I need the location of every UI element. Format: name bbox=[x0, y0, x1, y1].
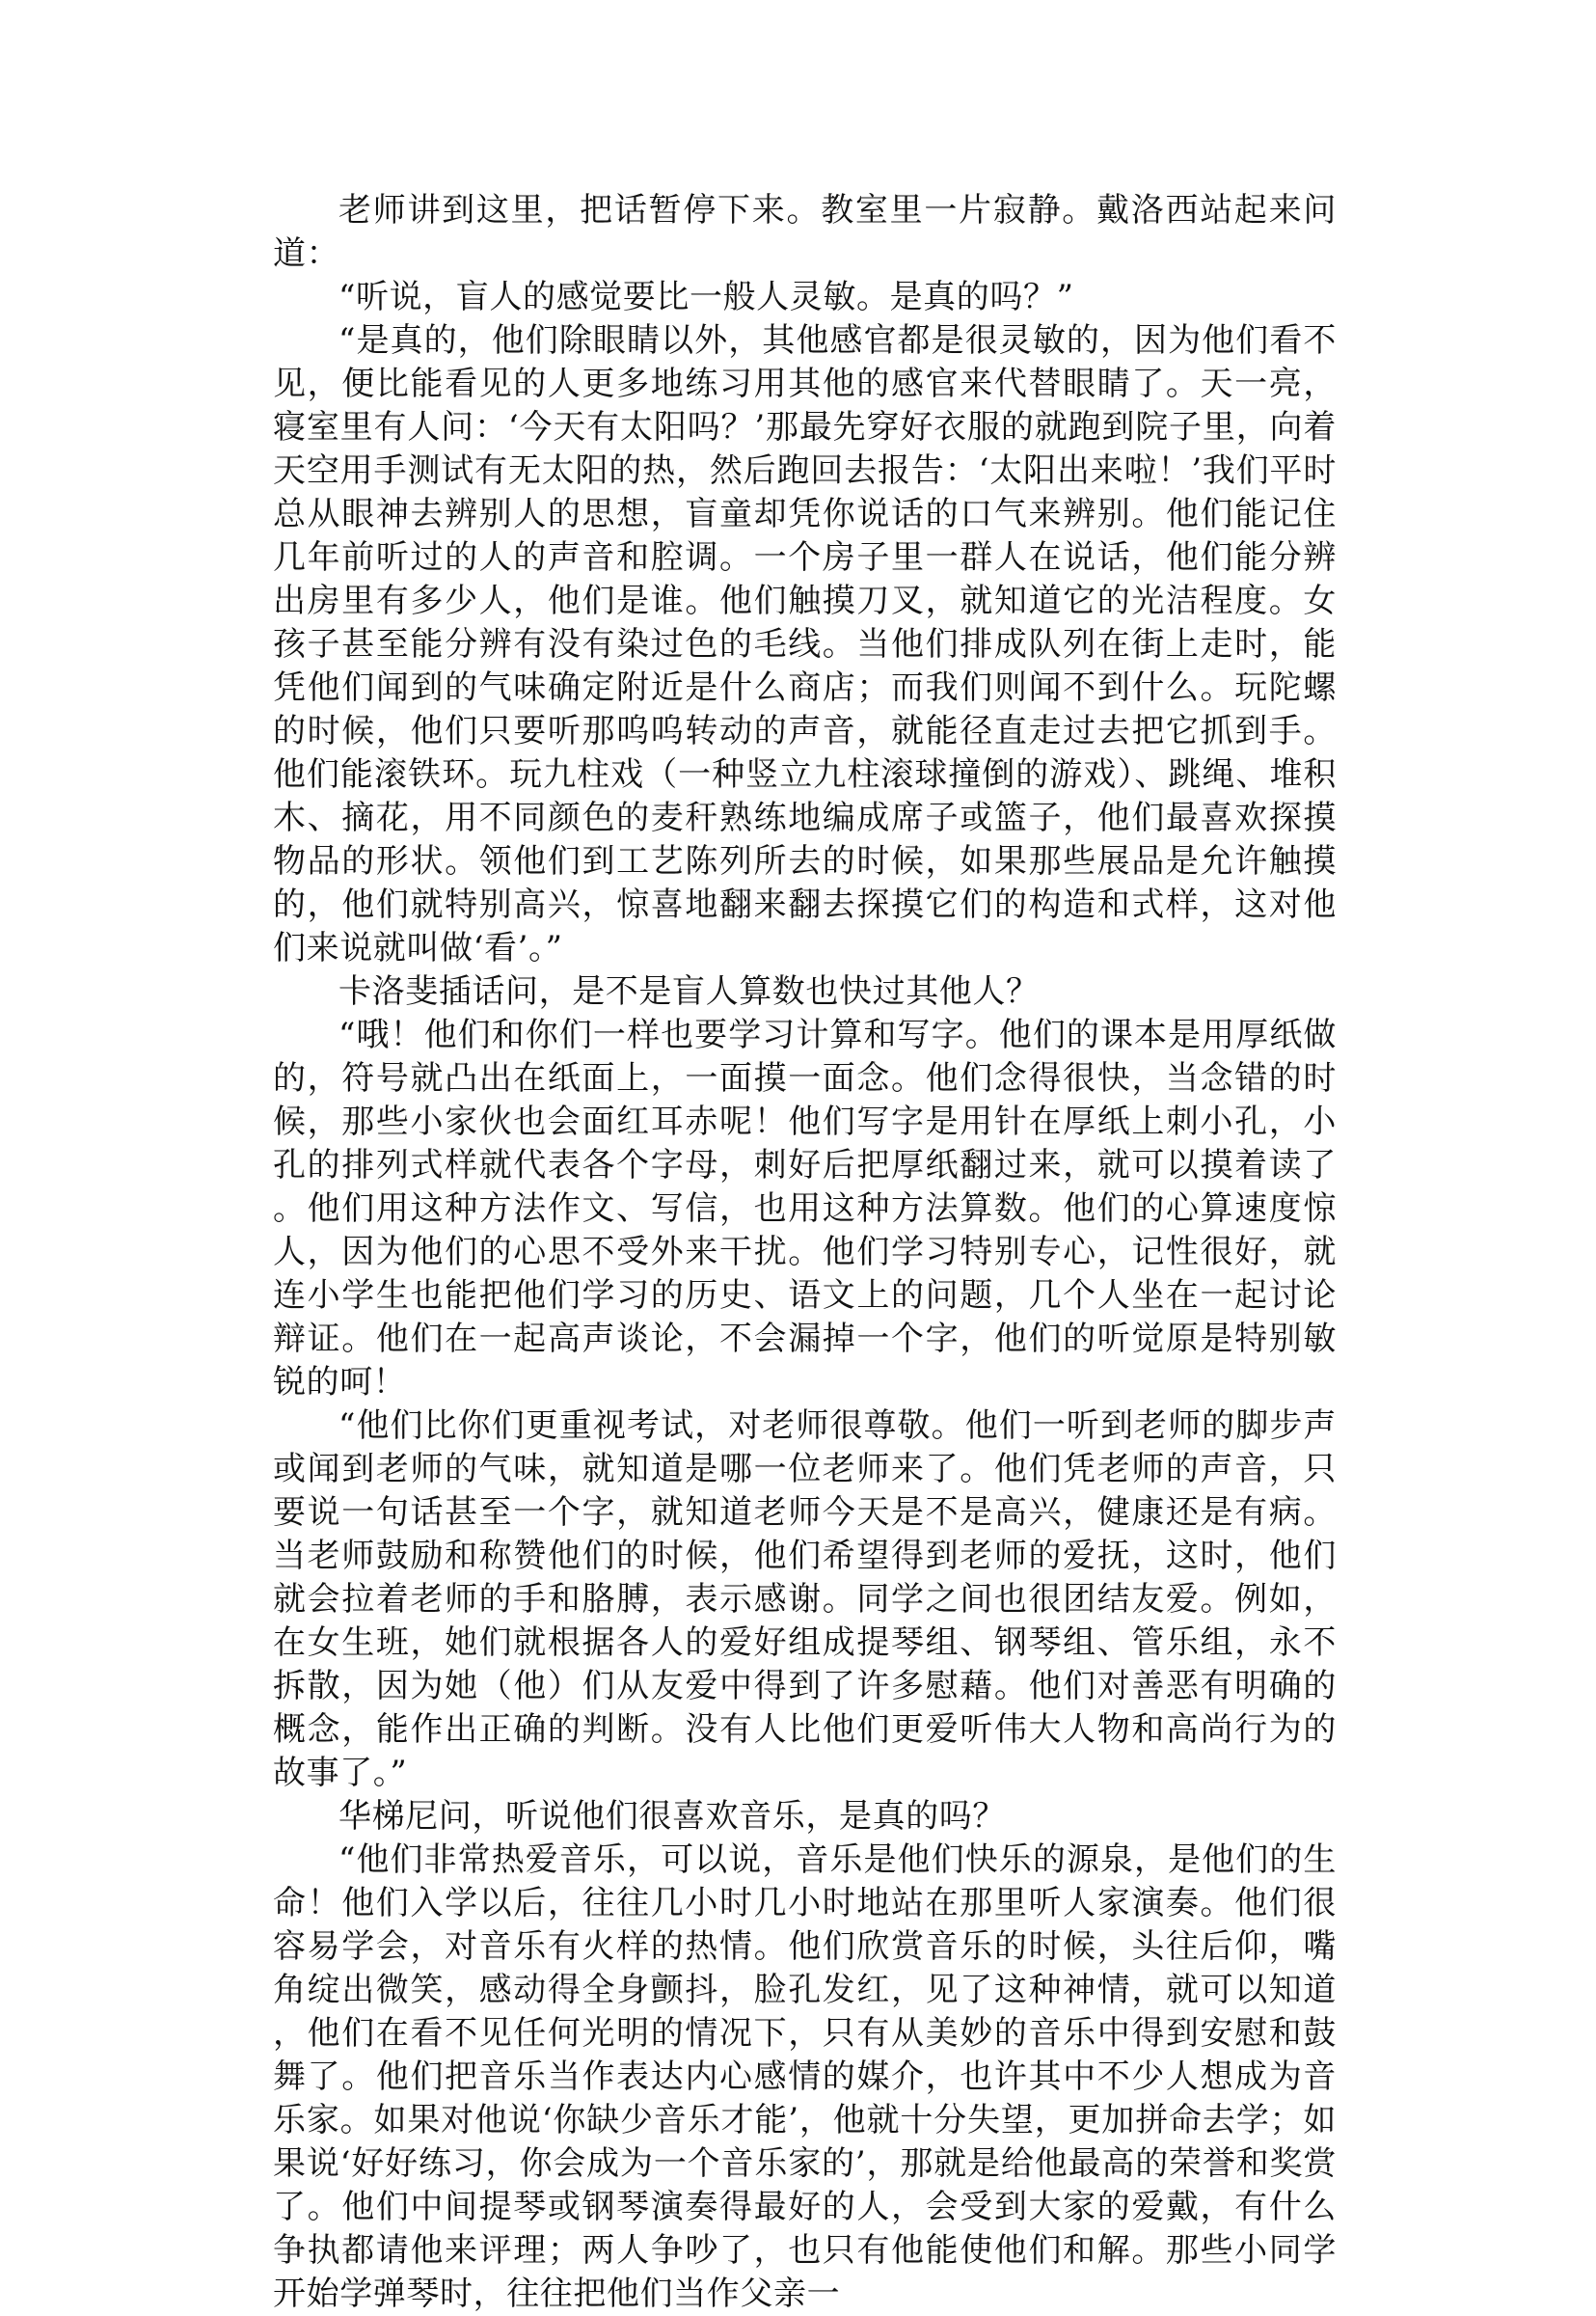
paragraph-6: “他们比你们更重视考试，对老师很尊敬。他们一听到老师的脚步声或闻到老师的气味，就知道是哪一位老师来了。他们凭老师的声音，只要说一句话甚至一个字，就知道老师今天是不是高兴，健康还是有病。当老师鼓励和称赞他们的时候，他们希望得到老师的爱抚，这时，他们就会拉着老师的手和胳膊，表示感谢。同学之间也很团结友爱。例如，在女生班，她们就根据各人的爱好组成提琴组、钢琴组、管乐组，永不拆散，因为她（他）们从友爱中得到了许多慰藉。他们对善恶有明确的概念，能作出正确的判断。没有人比他们更爱听伟大人物和高尚行为的故事了。” bbox=[273, 1406, 1337, 1792]
paragraph-7: 华梯尼问，听说他们很喜欢音乐，是真的吗？ bbox=[338, 1797, 1006, 1836]
paragraph-2: “听说，盲人的感觉要比一般人灵敏。是真的吗？” bbox=[338, 278, 1074, 316]
paragraph-1: 老师讲到这里，把话暂停下来。教室里一片寂静。戴洛西站起来问道： bbox=[273, 191, 1337, 273]
paragraph-5: “哦！他们和你们一样也要学习计算和写字。他们的课本是用厚纸做的，符号就凸出在纸面上，一面摸一面念。他们念得很快，当念错的时候，那些小家伙也会面红耳赤呢！他们写字是用针在厚纸上刺小孔，小孔的排列式样就代表各个字母，刺好后把厚纸翻过来，就可以摸着读了。他们用这种方法作文、写信，也用这种方法算数。他们的心算速度惊人，因为他们的心思不受外来干扰。他们学习特别专心，记性很好，就连小学生也能把他们学习的历史、语文上的问题，几个人坐在一起讨论辩证。他们在一起高声谈论，不会漏掉一个字，他们的听觉原是特别敏锐的呵！ bbox=[273, 1016, 1337, 1402]
paragraph-8: “他们非常热爱音乐，可以说，音乐是他们快乐的源泉，是他们的生命！他们入学以后，往往几小时几小时地站在那里听人家演奏。他们很容易学会，对音乐有火样的热情。他们欣赏音乐的时候，头往后仰，嘴角绽出微笑，感动得全身颤抖，脸孔发红，见了这种神情，就可以知道，他们在看不见任何光明的情况下，只有从美妙的音乐中得到安慰和鼓舞了。他们把音乐当作表达内心感情的媒介，也许其中不少人想成为音乐家。如果对他说‘你缺少音乐才能’，他就十分失望，更加拼命去学；如果说‘好好练习，你会成为一个音乐家的’，那就是给他最高的荣誉和奖赏了。他们中间提琴或钢琴演奏得最好的人，会受到大家的爱戴，有什么争执都请他来评理；两人争吵了，也只有他能使他们和解。那些小同学开始学弹琴时，往往把他们当作父亲一 bbox=[273, 1840, 1337, 2313]
document-page bbox=[273, 189, 1337, 2316]
paragraph-3: “是真的，他们除眼睛以外，其他感官都是很灵敏的，因为他们看不见，便比能看见的人更多地练习用其他的感官来代替眼睛了。天一亮，寝室里有人问：‘今天有太阳吗？’那最先穿好衣服的就跑到院子里，向着天空用手测试有无太阳的热，然后跑回去报告：‘太阳出来啦！’我们平时总从眼神去辨别人的思想，盲童却凭你说话的口气来辨别。他们能记住几年前听过的人的声音和腔调。一个房子里一群人在说话，他们能分辨出房里有多少人，他们是谁。他们触摸刀叉，就知道它的光洁程度。女孩子甚至能分辨有没有染过色的毛线。当他们排成队列在街上走时，能凭他们闻到的气味确定附近是什么商店；而我们则闻不到什么。玩陀螺的时候，他们只要听那呜呜转动的声音，就能径直走过去把它抓到手。他们能滚铁环。玩九柱戏（一种竖立九柱滚球撞倒的游戏）、跳绳、堆积木、摘花，用不同颜色的麦秆熟练地编成席子或篮子，他们最喜欢探摸物品的形状。领他们到工艺陈列所去的时候，如果那些展品是允许触摸的，他们就特别高兴，惊喜地翻来翻去探摸它们的构造和式样，这对他们来说就叫做‘看’。” bbox=[273, 321, 1337, 967]
paragraph-4: 卡洛斐插话问，是不是盲人算数也快过其他人？ bbox=[338, 972, 1040, 1011]
